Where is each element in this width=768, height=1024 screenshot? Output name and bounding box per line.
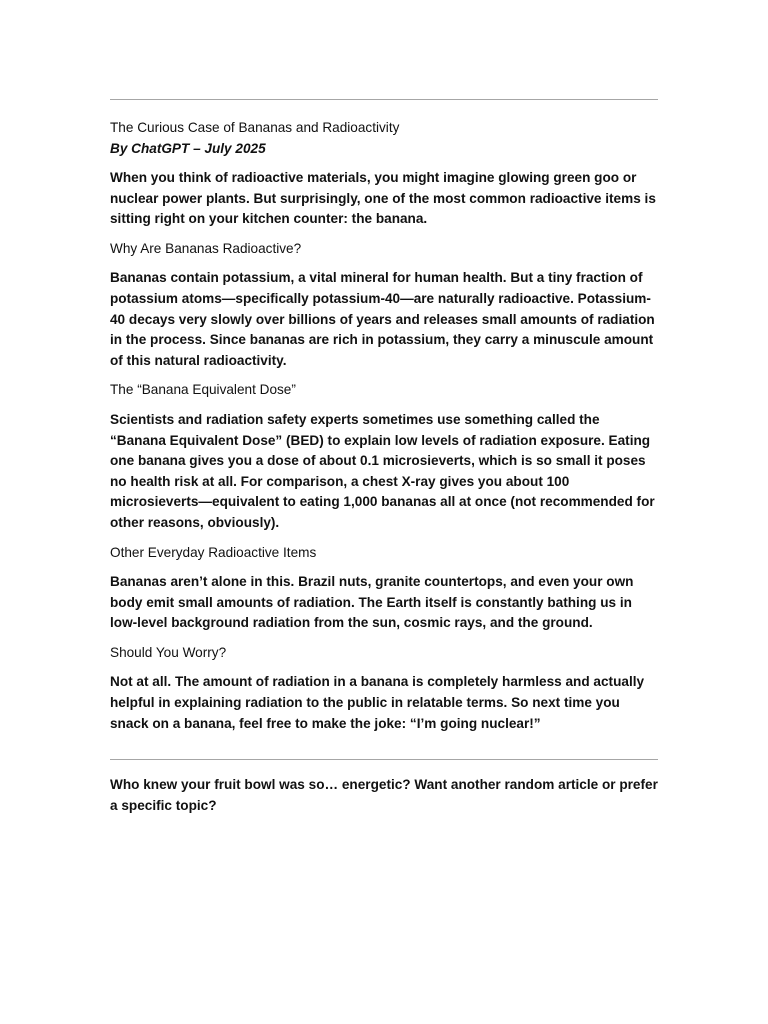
top-divider [110, 99, 658, 100]
article-title: The Curious Case of Bananas and Radioactivity [110, 120, 400, 135]
closing-question: Who knew your fruit bowl was so… energetic? Want another random article or prefer a specific topic? [110, 777, 658, 813]
section-heading-other-items: Other Everyday Radioactive Items [110, 544, 317, 560]
section-body-other-items: Bananas aren’t alone in this. Brazil nuts, granite countertops, and even your own body emit small amounts of radiation. The Earth itself is constantly bathing us in low-level background radiation from the sun, cosmic rays, and the ground. [110, 574, 634, 631]
section-heading-should-you-worry: Should You Worry? [110, 644, 227, 660]
section-body-banana-equivalent-dose: Scientists and radiation safety experts sometimes use something called the “Banana Equivalent Dose” (BED) to explain low levels of radiation exposure. Eating one banana gives you a dose of about 0.1 microsieverts, which is so small it poses no health risk at all. For comparison, a chest X-ray gives you about 100 microsieverts—equivalent to eating 1,000 bananas all at once (not recommended for other reasons, obviously). [110, 411, 655, 530]
article-page [110, 0, 658, 816]
section-heading-banana-equivalent-dose: The “Banana Equivalent Dose” [110, 382, 296, 398]
section-heading-why-radioactive: Why Are Bananas Radioactive? [110, 240, 302, 256]
section-body-should-you-worry: Not at all. The amount of radiation in a banana is completely harmless and actually helpful in explaining radiation to the public in relatable terms. So next time you snack on a banana, feel free to make the joke: “I’m going nuclear!” [110, 674, 645, 731]
bottom-divider [110, 759, 658, 760]
section-body-why-radioactive: Bananas contain potassium, a vital mineral for human health. But a tiny fraction of potassium atoms—specifically potassium-40—are naturally radioactive. Potassium-40 decays very slowly over billions of years and releases small amounts of radiation in the process. Since bananas are rich in potassium, they carry a minuscule amount of this natural radioactivity. [110, 270, 655, 368]
article-byline: By ChatGPT – July 2025 [110, 141, 266, 156]
intro-paragraph: When you think of radioactive materials, you might imagine glowing green goo or nuclear power plants. But surprisingly, one of the most common radioactive items is sitting right on your kitchen counter: the banana. [110, 170, 656, 227]
